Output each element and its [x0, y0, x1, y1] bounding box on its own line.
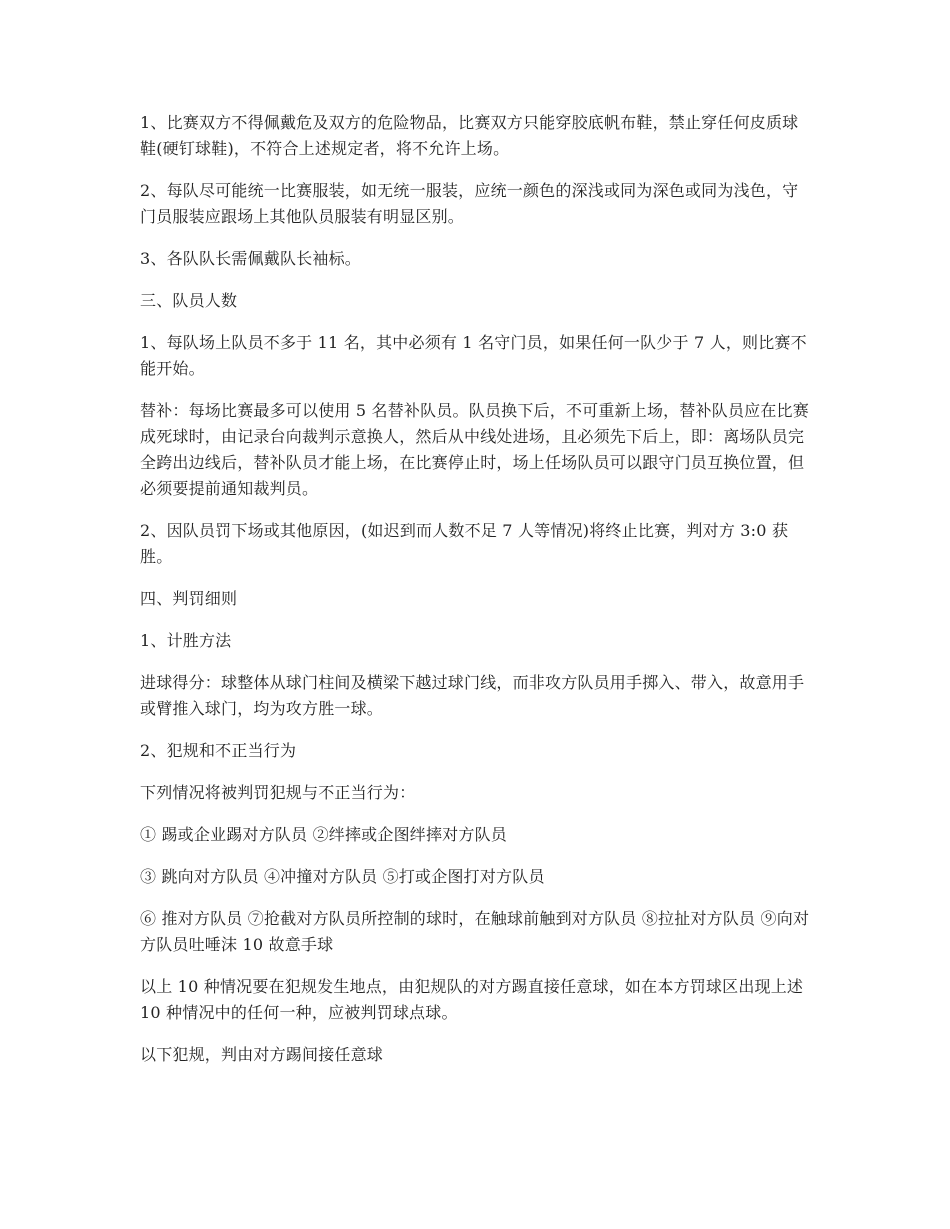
rule-forfeit: 2、因队员罚下场或其他原因，(如迟到而人数不足 7 人等情况)将终止比赛，判对方 3:0 获胜。: [140, 521, 789, 566]
rule-equipment-shoes: 1、比赛双方不得佩戴危及双方的危险物品，比赛双方只能穿胶底帆布鞋，禁止穿任何皮质球鞋(硬钉球鞋)，不符合上述规定者，将不允许上场。: [140, 113, 799, 158]
rule-substitutes: 替补：每场比赛最多可以使用 5 名替补队员。队员换下后，不可重新上场，替补队员应在比赛成死球时，由记录台向裁判示意换人，然后从中线处进场，且必须先下后上，即：离场队员完全跨出边线后，替补队员才能上场，在比赛停止时，场上任场队员可以跟守门员互换位置，但必须要提前通知裁判员。: [140, 401, 809, 498]
section-heading-player-count: 三、队员人数: [140, 291, 238, 310]
rule-uniforms: 2、每队尽可能统一比赛服装，如无统一服装，应统一颜色的深浅或同为深色或同为浅色，守门员服装应跟场上其他队员服装有明显区别。: [140, 181, 799, 226]
section-heading-penalty-rules: 四、判罚细则: [140, 589, 238, 608]
foul-list-line-2: ③ 跳向对方队员 ④冲撞对方队员 ⑤打或企图打对方队员: [140, 867, 545, 886]
foul-list-line-1: ① 踢或企业踢对方队员 ②绊摔或企图绊摔对方队员: [140, 825, 507, 844]
subheading-scoring-method: 1、计胜方法: [140, 631, 232, 650]
rule-goal-scoring: 进球得分：球整体从球门柱间及横梁下越过球门线，而非攻方队员用手掷入、带入，故意用手或臂推入球门，均为攻方胜一球。: [140, 673, 805, 718]
rule-indirect-free-kick-intro: 以下犯规，判由对方踢间接任意球: [140, 1045, 384, 1064]
foul-list-line-3: ⑥ 推对方队员 ⑦抢截对方队员所控制的球时，在触球前触到对方队员 ⑧拉扯对方队员 ⑨向对方队员吐唾沫 10 故意手球: [140, 909, 810, 954]
rule-direct-free-kick: 以上 10 种情况要在犯规发生地点，由犯规队的对方踢直接任意球，如在本方罚球区出现上述 10 种情况中的任何一种，应被判罚球点球。: [140, 977, 804, 1022]
fouls-intro: 下列情况将被判罚犯规与不正当行为：: [140, 783, 416, 802]
subheading-fouls-misconduct: 2、犯规和不正当行为: [140, 741, 297, 760]
document-page: [140, 110, 812, 1084]
rule-captain-armband: 3、各队队长需佩戴队长袖标。: [140, 249, 361, 268]
rule-player-count: 1、每队场上队员不多于 11 名，其中必须有 1 名守门员，如果任何一队少于 7 人，则比赛不能开始。: [140, 333, 807, 378]
